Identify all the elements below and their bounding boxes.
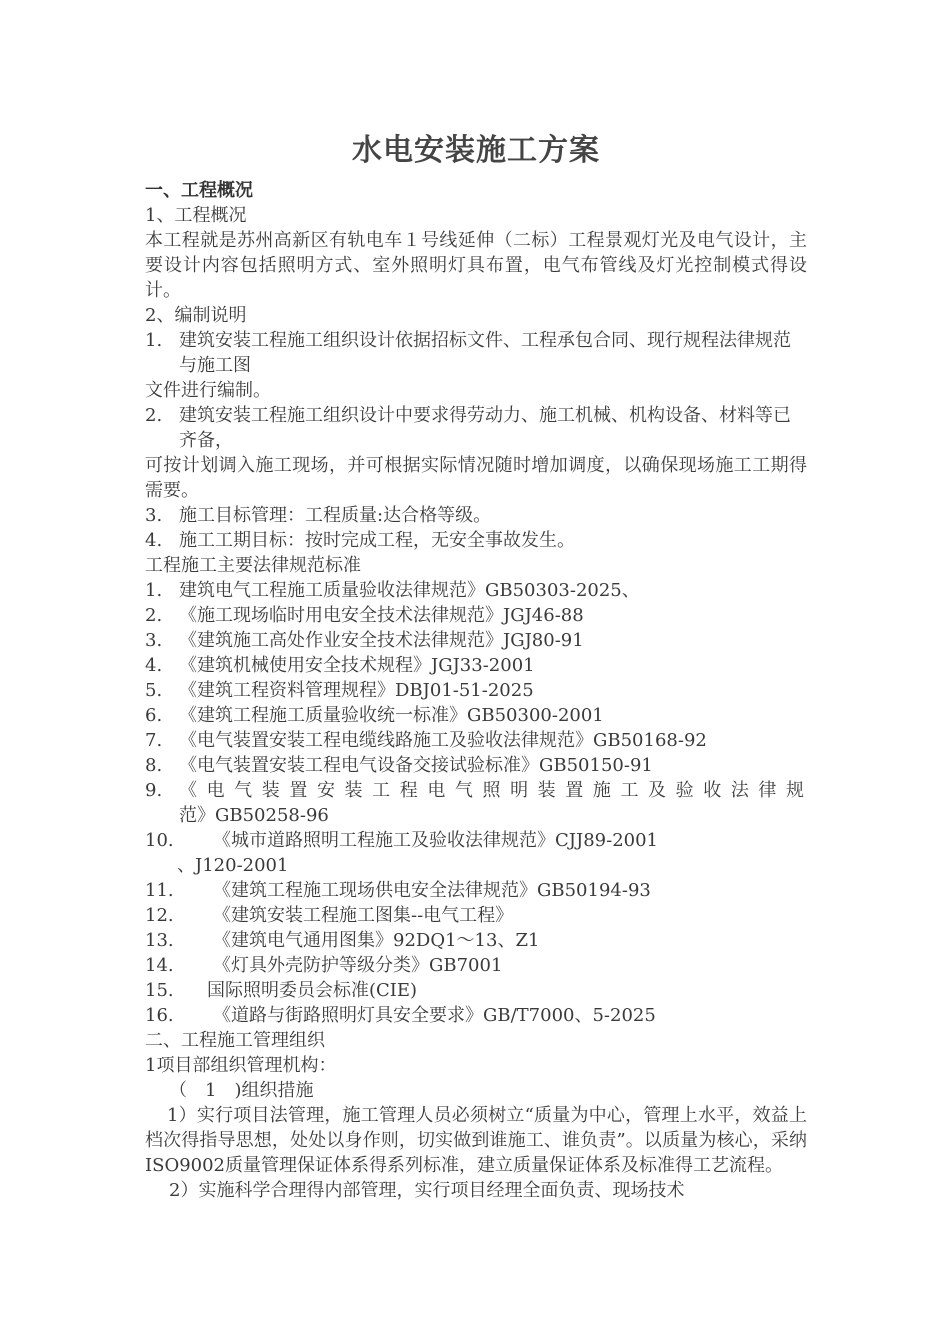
- list-text: 《建筑安装工程施工图集--电气工程》: [213, 905, 514, 926]
- standard-item-14: [145, 953, 807, 978]
- list-number: 12.: [145, 905, 174, 926]
- standard-item-9: [145, 778, 807, 803]
- list-number: 16.: [145, 1005, 174, 1026]
- measures-paragraph-1: 1）实行项目法管理，施工管理人员必须树立“质量为中心，管理上水平，效益上档次得指导思想，处处以身作则，切实做到谁施工、谁负责”。以质量为核心，采纳ISO9002质量管理保证体系得系列标准，建立质量保证体系及标准得工艺流程。: [145, 1105, 807, 1176]
- note-item-1: [145, 328, 807, 378]
- standard-item-5: [145, 678, 807, 703]
- list-number: 11.: [145, 880, 174, 901]
- subsection-heading-overview: 1、工程概况: [145, 205, 247, 226]
- list-text: 《建筑工程资料管理规程》DBJ01-51-2025: [179, 680, 534, 701]
- standard-item-10: [145, 828, 807, 878]
- list-number: 8.: [145, 755, 163, 776]
- list-number: 5.: [145, 680, 163, 701]
- standard-item-9-continuation: [145, 803, 807, 828]
- section-heading-2: 二、工程施工管理组织: [145, 1030, 325, 1051]
- overview-paragraph: 本工程就是苏州高新区有轨电车１号线延伸（二标）工程景观灯光及电气设计，主要设计内容包括照明方式、室外照明灯具布置，电气布管线及灯光控制模式得设计。: [145, 230, 807, 301]
- list-number: 1.: [145, 580, 163, 601]
- standard-item-4: [145, 653, 807, 678]
- list-text: 《施工现场临时用电安全技术法律规范》JGJ46-88: [179, 605, 584, 626]
- list-number: 2.: [145, 405, 163, 426]
- standard-item-1: [145, 578, 807, 603]
- standard-item-16: [145, 1003, 807, 1028]
- list-number: 9.: [145, 780, 163, 801]
- list-text: 《建筑工程施工现场供电安全法律规范》GB50194-93: [213, 880, 651, 901]
- note-item-1-continuation: 文件进行编制。: [145, 380, 271, 401]
- list-number: 1.: [145, 330, 163, 351]
- list-number: 2.: [145, 605, 163, 626]
- list-number: 10.: [145, 830, 174, 851]
- list-text: 《电气装置安装工程电气照明装置施工及验收法律规: [179, 780, 807, 801]
- list-text: 建筑安装工程施工组织设计依据招标文件、工程承包合同、现行规程法律规范与施工图: [179, 330, 791, 376]
- document-title: 水电安装施工方案: [352, 133, 600, 168]
- standard-item-12: [145, 903, 807, 928]
- list-number: 14.: [145, 955, 174, 976]
- note-item-3: [145, 503, 807, 528]
- standard-item-3: [145, 628, 807, 653]
- standard-item-13: [145, 928, 807, 953]
- section-heading-1: 一、工程概况: [145, 180, 253, 201]
- standard-item-2: [145, 603, 807, 628]
- list-number: 13.: [145, 930, 174, 951]
- document-page: [145, 128, 807, 1203]
- list-text: 范》GB50258-96: [179, 805, 329, 826]
- note-item-2-continuation: 可按计划调入施工现场，并可根据实际情况随时增加调度，以确保现场施工工期得需要。: [145, 455, 807, 501]
- list-number: 7.: [145, 730, 163, 751]
- standard-item-7: [145, 728, 807, 753]
- note-item-2: [145, 403, 807, 453]
- list-text: 《建筑机械使用安全技术规程》JGJ33-2001: [179, 655, 535, 676]
- list-text: 施工工期目标：按时完成工程，无安全事故发生。: [179, 530, 575, 551]
- standards-heading: 工程施工主要法律规范标准: [145, 555, 361, 576]
- subsection-heading-measures: （ 1 )组织措施: [169, 1080, 314, 1101]
- list-text: 施工目标管理：工程质量:达合格等级。: [179, 505, 492, 526]
- measures-paragraph-2: 2）实施科学合理得内部管理，实行项目经理全面负责、现场技术: [169, 1180, 685, 1201]
- list-text-continuation: 、J120-2001: [177, 855, 289, 876]
- list-text: 建筑安装工程施工组织设计中要求得劳动力、施工机械、机构设备、材料等已齐备，: [179, 405, 791, 451]
- list-text: 国际照明委员会标准(CIE): [207, 980, 418, 1001]
- list-number: 15.: [145, 980, 174, 1001]
- list-text: 《城市道路照明工程施工及验收法律规范》CJJ89-2001: [213, 830, 658, 851]
- list-text: 《电气装置安装工程电气设备交接试验标准》GB50150-91: [179, 755, 653, 776]
- subsection-heading-notes: 2、编制说明: [145, 305, 247, 326]
- list-number: 4.: [145, 655, 163, 676]
- list-text: 《道路与街路照明灯具安全要求》GB/T7000、5-2025: [213, 1005, 656, 1026]
- list-text: 《建筑施工高处作业安全技术法律规范》JGJ80-91: [179, 630, 584, 651]
- standard-item-8: [145, 753, 807, 778]
- standard-item-6: [145, 703, 807, 728]
- list-text: 《建筑电气通用图集》92DQ1～13、Z1: [213, 930, 540, 951]
- standard-item-11: [145, 878, 807, 903]
- note-item-4: [145, 528, 807, 553]
- list-number: 3.: [145, 630, 163, 651]
- standard-item-15: [145, 978, 807, 1003]
- list-text: 《建筑工程施工质量验收统一标准》GB50300-2001: [179, 705, 604, 726]
- list-number: 4.: [145, 530, 163, 551]
- list-text: 建筑电气工程施工质量验收法律规范》GB50303-2025、: [179, 580, 640, 601]
- list-text: 《电气装置安装工程电缆线路施工及验收法律规范》GB50168-92: [179, 730, 707, 751]
- list-number: 3.: [145, 505, 163, 526]
- subsection-heading-organization: 1项目部组织管理机构：: [145, 1055, 337, 1076]
- list-text: 《灯具外壳防护等级分类》GB7001: [213, 955, 503, 976]
- list-number: 6.: [145, 705, 163, 726]
